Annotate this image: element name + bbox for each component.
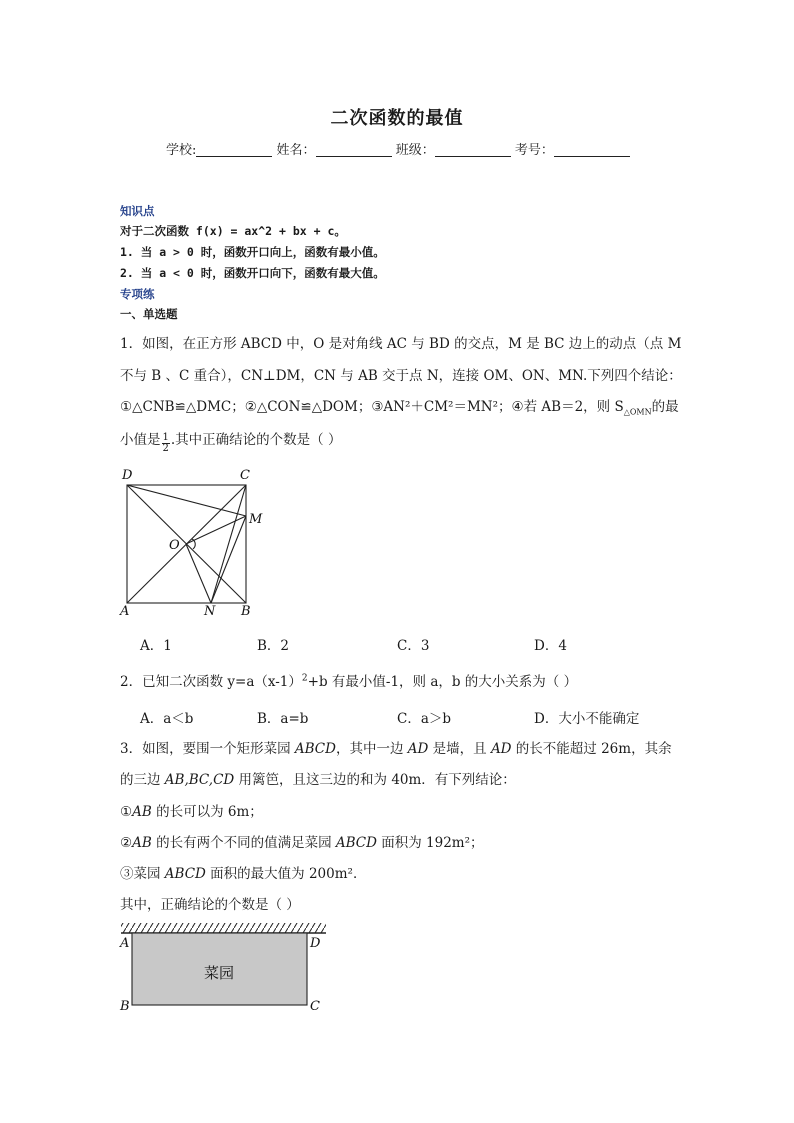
q1-line-1: 1．如图，在正方形 ABCD 中，O 是对角线 AC 与 BD 的交点，M 是 BC 边上的动点（点 M [120,336,682,352]
q1-line-2: 不与 B 、C 重合），CN⊥DM，CN 与 AB 交于点 N，连接 OM、ON、MN.下列四个结论： [120,368,682,384]
knowledge-line-2: 1. 当 a > 0 时，函数开口向上，函数有最小值。 [120,245,385,259]
q3-line-2-sides: AB,BC,CD [164,772,235,788]
q3-line-1-a: 3．如图，要围一个矩形菜园 [120,741,295,757]
segment-on [186,544,211,603]
q2-stem [120,670,577,690]
q1-option-a[interactable]: A．1 [140,638,172,654]
q1-label-b: B [241,604,251,619]
section-heading: 一、单选题 [120,307,178,321]
q3-s1-c: 的长可以为 6m； [151,804,263,820]
q2-option-b[interactable]: B．a=b [257,711,309,727]
q3-s2-e: 面积为 192m²； [376,835,484,851]
q3-s2-a: ② [120,835,133,851]
q1-option-d[interactable]: D．4 [534,638,567,654]
q1-line-3-tail: 的最 [651,399,679,415]
q3-line-1-ad-2: AD [490,741,512,757]
q1-label-n: N [204,604,216,619]
q2-option-c[interactable]: C．a＞b [397,711,452,727]
q3-s3-a: ③菜园 [120,866,165,882]
q1-fraction-denominator: 2 [162,443,169,454]
q1-line-3 [120,395,679,417]
q2-option-d[interactable]: D．大小不能确定 [534,711,640,727]
q1-line-4-post: .其中正确结论的个数是（ ） [170,432,342,448]
q3-label-c: C [310,999,320,1014]
q3-s2-ab: AB [132,835,152,851]
class-blank [435,142,511,157]
q3-statement-3 [120,862,366,882]
name-blank [316,142,392,157]
q3-line-1-ad: AD [407,741,429,757]
q3-label-d: D [310,936,321,951]
q1-option-c[interactable]: C．3 [397,638,430,654]
q3-label-b: B [120,999,130,1014]
student-info-row [166,139,630,158]
knowledge-heading: 知识点 [120,204,155,218]
q2-option-a[interactable]: A．a＜b [140,711,194,727]
q2-stem-post: +b 有最小值-1，则 a，b 的大小关系为（ ） [307,674,578,690]
q1-label-a: A [120,604,130,619]
q1-fraction-numerator: 1 [162,432,169,443]
name-label: 姓名： [276,143,316,158]
number-label: 考号： [514,143,554,158]
segment-mn [211,516,246,603]
segment-dm [127,485,246,516]
q3-line-1 [120,737,672,757]
school-label: 学校: [166,143,197,158]
q1-label-m: M [249,512,263,527]
practice-heading: 专项练 [120,287,155,301]
q3-line-1-abcd: ABCD [294,741,336,757]
q1-line-3-text: ①△CNB≌△DMC；②△CON≌△DOM；③AN²＋CM²＝MN²；④若 AB＝2，则 S [120,399,624,415]
knowledge-line-3: 2. 当 a < 0 时，函数开口向下，函数有最大值。 [120,266,385,280]
page-title: 二次函数的最值 [330,108,464,129]
q3-statement-1 [120,800,263,820]
school-blank [196,142,272,157]
q2-stem-pre: 2．已知二次函数 y=a（x-1） [120,674,302,690]
q3-s3-c: 面积的最大值为 200m²． [205,866,367,882]
number-blank [554,142,630,157]
class-label: 班级： [395,143,435,158]
q3-statement-2 [120,831,484,851]
q1-line-4 [120,428,341,454]
q3-garden-figure [114,918,334,1018]
q1-label-o: O [169,538,180,553]
q1-fraction [162,433,170,454]
q3-s2-abcd: ABCD [335,835,377,851]
q3-line-2-a: 的三边 [120,772,165,788]
q3-line-2 [120,768,516,788]
q3-line-1-e: 是墙，且 [428,741,491,757]
q3-line-2-c: 用篱笆，且这三边的和为 40m．有下列结论： [234,772,516,788]
q2-exponent: 2 [301,673,308,684]
q3-s1-ab: AB [132,804,152,820]
q3-line-1-c: ，其中一边 [335,741,408,757]
q1-area-subscript: △OMN [623,407,652,417]
q3-s2-c: 的长有两个不同的值满足菜园 [151,835,336,851]
wall-hatching [121,923,326,933]
q3-label-a: A [120,936,130,951]
q3-question: 其中，正确结论的个数是（ ） [120,897,300,913]
q1-label-d: D [122,468,133,483]
q1-option-b[interactable]: B．2 [257,638,290,654]
q1-line-4-pre: 小值是 [120,432,161,448]
q1-label-c: C [240,468,250,483]
q3-s3-abcd: ABCD [164,866,206,882]
garden-label: 菜园 [203,964,235,982]
q1-square-figure [114,462,274,620]
q3-line-1-g: 的长不能超过 26m，其余 [511,741,672,757]
knowledge-line-1: 对于二次函数 f(x) = ax^2 + bx + c。 [120,224,346,238]
q3-s1-a: ① [120,804,133,820]
